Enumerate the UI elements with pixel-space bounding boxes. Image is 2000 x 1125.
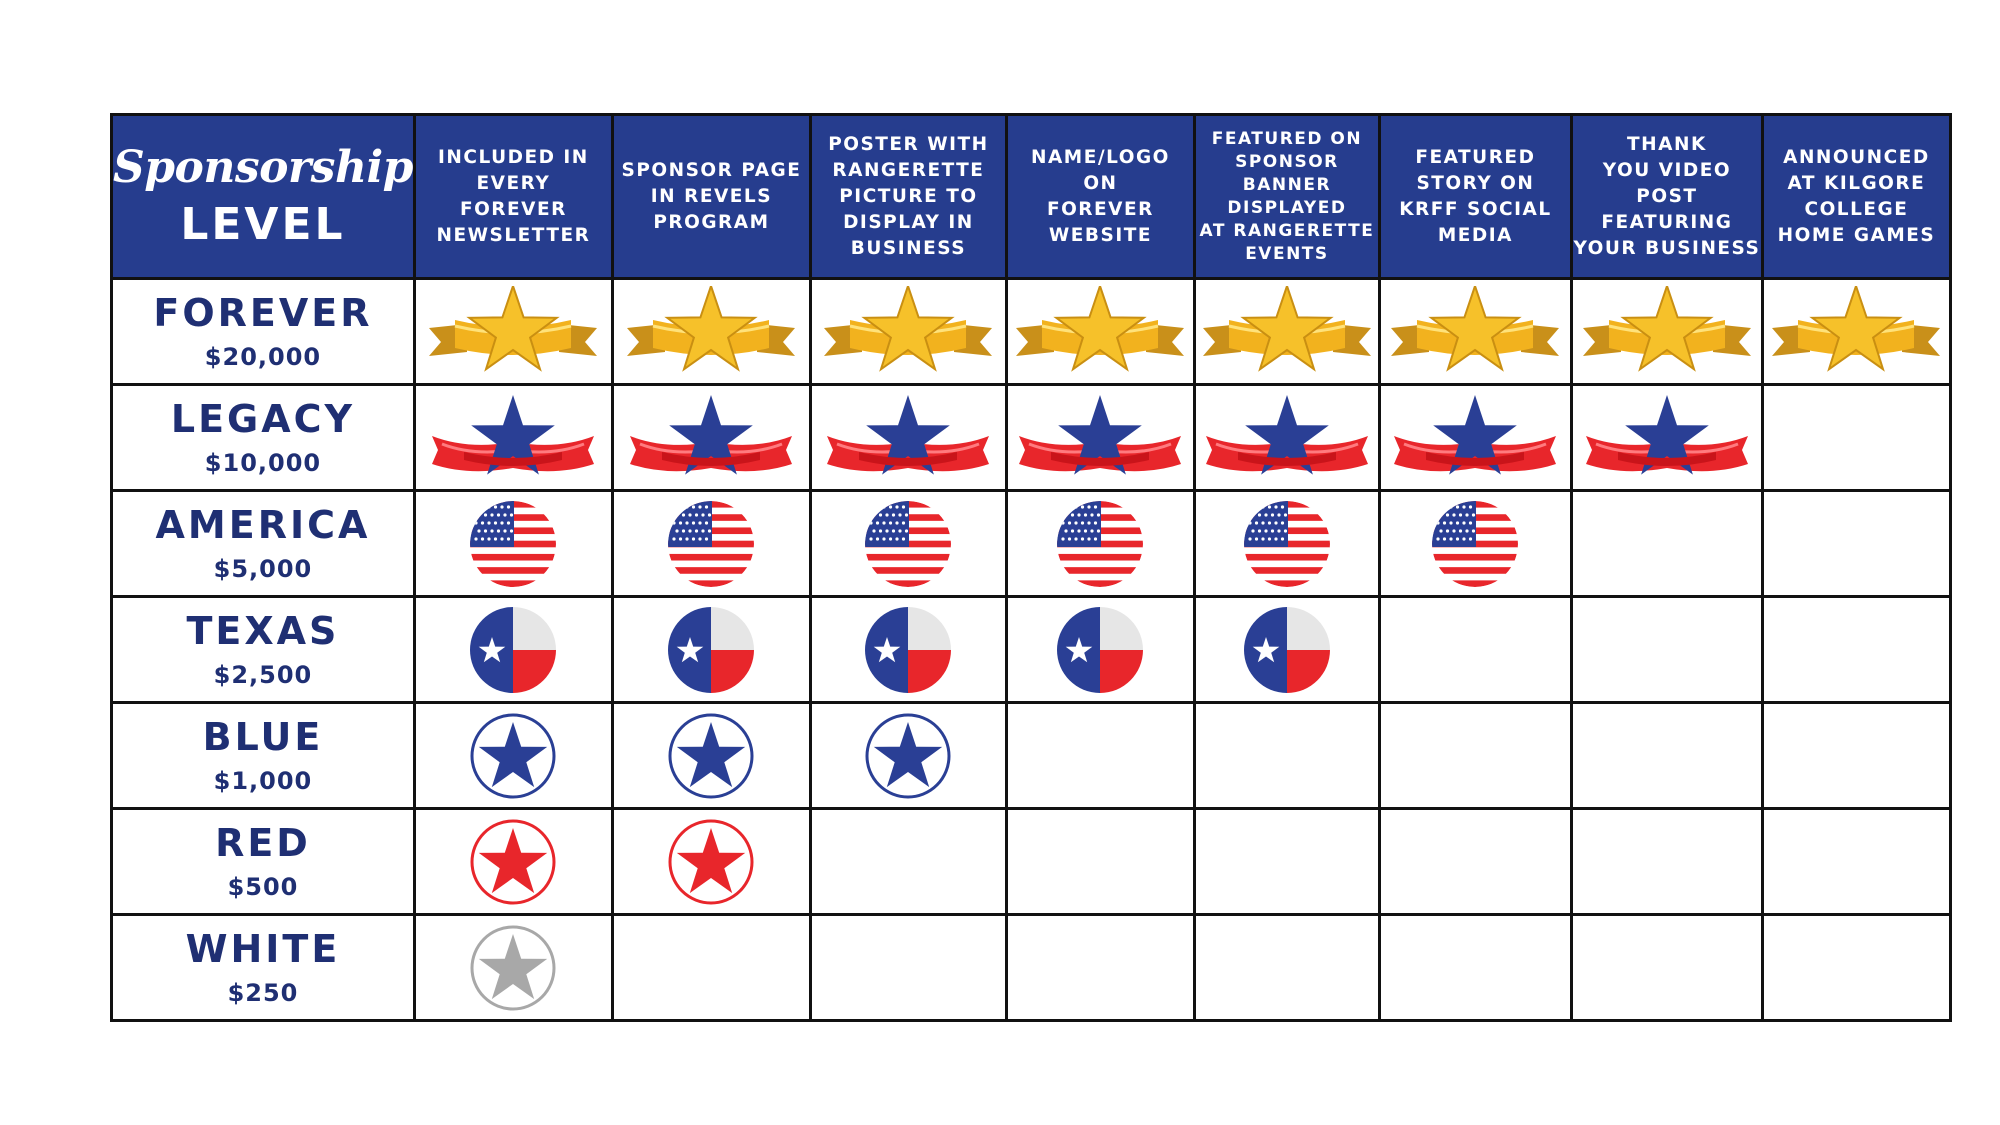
column-header-home-games <box>1762 115 1950 279</box>
header-line: ON <box>1083 172 1118 194</box>
us-flag-circle-icon <box>1008 501 1193 587</box>
level-price: $20,000 <box>204 342 322 371</box>
header-line: RANGERETTE <box>832 159 985 181</box>
header-line: HOME GAMES <box>1777 224 1936 246</box>
sponsorship-table <box>110 113 1952 1022</box>
header-line: COLLEGE <box>1804 198 1909 220</box>
gold-star-ribbon-icon <box>1573 286 1761 378</box>
header-line: FEATURED <box>1415 146 1536 168</box>
level-price: $250 <box>227 978 299 1007</box>
benefit-empty-cell <box>1379 915 1571 1021</box>
benefit-included-cell <box>414 597 612 703</box>
level-label-cell <box>112 915 415 1021</box>
sponsorship-script-title: Sponsorship <box>113 141 413 193</box>
benefit-empty-cell <box>1571 597 1762 703</box>
levels-body <box>112 279 1951 1021</box>
level-title: LEVEL <box>180 198 346 250</box>
benefit-empty-cell <box>1762 809 1950 915</box>
level-row-blue <box>112 703 1951 809</box>
level-row-white <box>112 915 1951 1021</box>
texas-flag-circle-icon <box>614 607 809 693</box>
header-line: FOREVER <box>459 198 567 220</box>
level-name: WHITE <box>185 926 341 971</box>
benefit-empty-cell <box>1571 809 1762 915</box>
blue-star-red-ribbon-icon <box>1573 392 1761 484</box>
benefit-empty-cell <box>1571 703 1762 809</box>
benefit-included-cell <box>414 915 612 1021</box>
benefit-included-cell <box>1194 597 1379 703</box>
column-header-newsletter <box>414 115 612 279</box>
benefit-empty-cell <box>1006 809 1194 915</box>
benefit-empty-cell <box>1762 385 1950 491</box>
header-line: FOREVER <box>1046 198 1154 220</box>
benefit-included-cell <box>1006 491 1194 597</box>
benefit-empty-cell <box>1194 915 1379 1021</box>
benefit-empty-cell <box>1379 809 1571 915</box>
level-name: LEGACY <box>170 396 356 441</box>
column-header-poster <box>810 115 1006 279</box>
header-line: AT KILGORE <box>1787 172 1926 194</box>
benefit-included-cell <box>612 385 810 491</box>
header-row <box>112 115 1951 279</box>
benefit-included-cell <box>810 491 1006 597</box>
benefit-included-cell <box>1006 597 1194 703</box>
header-line: INCLUDED IN <box>438 146 589 168</box>
column-header-revels-program <box>612 115 810 279</box>
level-row-legacy <box>112 385 1951 491</box>
header-line: EVERY <box>476 172 551 194</box>
level-row-texas <box>112 597 1951 703</box>
header-line: AT RANGERETTE <box>1199 220 1375 241</box>
benefit-included-cell <box>1194 491 1379 597</box>
benefit-included-cell <box>612 703 810 809</box>
level-name: AMERICA <box>155 502 371 547</box>
benefit-empty-cell <box>1006 703 1194 809</box>
column-header-website <box>1006 115 1194 279</box>
header-line: FEATURED ON <box>1211 128 1363 149</box>
benefit-included-cell <box>810 279 1006 385</box>
benefit-empty-cell <box>1194 703 1379 809</box>
benefit-included-cell <box>1762 279 1950 385</box>
header-line: YOU VIDEO <box>1602 159 1732 181</box>
us-flag-circle-icon <box>1381 501 1570 587</box>
blue-star-circle-icon <box>614 712 809 800</box>
level-price: $2,500 <box>213 660 313 689</box>
benefit-empty-cell <box>1006 915 1194 1021</box>
header-line: IN REVELS <box>650 185 773 207</box>
level-name: BLUE <box>202 714 324 759</box>
header-line: NEWSLETTER <box>436 224 591 246</box>
header-line: ANNOUNCED <box>1783 146 1930 168</box>
blue-star-circle-icon <box>416 712 611 800</box>
benefit-empty-cell <box>810 915 1006 1021</box>
benefit-empty-cell <box>1762 491 1950 597</box>
header-line: PROGRAM <box>653 211 770 233</box>
red-star-circle-icon <box>614 818 809 906</box>
texas-flag-circle-icon <box>1196 607 1378 693</box>
benefit-empty-cell <box>1379 597 1571 703</box>
benefit-empty-cell <box>1762 915 1950 1021</box>
us-flag-circle-icon <box>1196 501 1378 587</box>
benefit-empty-cell <box>810 809 1006 915</box>
blue-star-circle-icon <box>812 712 1005 800</box>
gold-star-ribbon-icon <box>812 286 1005 378</box>
red-star-circle-icon <box>416 818 611 906</box>
level-label-cell <box>112 279 415 385</box>
texas-flag-circle-icon <box>416 607 611 693</box>
header-line: MEDIA <box>1437 224 1513 246</box>
benefit-empty-cell <box>1762 703 1950 809</box>
level-name: FOREVER <box>153 290 373 335</box>
level-label-cell <box>112 385 415 491</box>
benefit-included-cell <box>612 491 810 597</box>
benefit-included-cell <box>414 279 612 385</box>
level-row-red <box>112 809 1951 915</box>
level-row-forever <box>112 279 1951 385</box>
benefit-included-cell <box>810 385 1006 491</box>
header-line: SPONSOR <box>1235 151 1339 172</box>
benefit-empty-cell <box>1379 703 1571 809</box>
level-name: RED <box>215 820 311 865</box>
header-line: NAME/LOGO <box>1030 146 1170 168</box>
header-line: POSTER WITH <box>828 133 989 155</box>
benefit-included-cell <box>810 703 1006 809</box>
benefit-included-cell <box>414 809 612 915</box>
gold-star-ribbon-icon <box>1196 286 1378 378</box>
gold-star-ribbon-icon <box>614 286 809 378</box>
level-label-cell <box>112 703 415 809</box>
benefit-empty-cell <box>1571 491 1762 597</box>
header-line: BANNER <box>1242 174 1332 195</box>
gray-star-circle-icon <box>416 924 611 1012</box>
blue-star-red-ribbon-icon <box>1381 392 1570 484</box>
benefit-included-cell <box>1194 279 1379 385</box>
us-flag-circle-icon <box>416 501 611 587</box>
header-line: FEATURING <box>1601 211 1733 233</box>
benefit-included-cell <box>810 597 1006 703</box>
benefit-empty-cell <box>1194 809 1379 915</box>
blue-star-red-ribbon-icon <box>1196 392 1378 484</box>
level-price: $500 <box>227 872 299 901</box>
header-line: WEBSITE <box>1048 224 1152 246</box>
level-price: $10,000 <box>204 448 322 477</box>
blue-star-red-ribbon-icon <box>614 392 809 484</box>
header-line: BUSINESS <box>850 237 967 259</box>
texas-flag-circle-icon <box>1008 607 1193 693</box>
level-label-cell <box>112 491 415 597</box>
level-label-cell <box>112 809 415 915</box>
benefit-included-cell <box>1571 385 1762 491</box>
header-line: KRFF SOCIAL <box>1399 198 1552 220</box>
benefit-included-cell <box>1379 279 1571 385</box>
benefit-included-cell <box>1006 279 1194 385</box>
gold-star-ribbon-icon <box>1764 286 1949 378</box>
benefit-included-cell <box>612 279 810 385</box>
blue-star-red-ribbon-icon <box>416 392 611 484</box>
blue-star-red-ribbon-icon <box>812 392 1005 484</box>
benefit-included-cell <box>414 385 612 491</box>
benefit-included-cell <box>1194 385 1379 491</box>
blue-star-red-ribbon-icon <box>1008 392 1193 484</box>
corner-header <box>112 115 415 279</box>
header-line: THANK <box>1627 133 1707 155</box>
benefit-empty-cell <box>1762 597 1950 703</box>
benefit-included-cell <box>612 809 810 915</box>
level-label-cell <box>112 597 415 703</box>
benefit-included-cell <box>612 597 810 703</box>
header-line: SPONSOR PAGE <box>621 159 802 181</box>
level-price: $1,000 <box>213 766 313 795</box>
header-line: YOUR BUSINESS <box>1573 237 1761 259</box>
column-header-sponsor-banner <box>1194 115 1379 279</box>
us-flag-circle-icon <box>614 501 809 587</box>
texas-flag-circle-icon <box>812 607 1005 693</box>
benefit-included-cell <box>414 703 612 809</box>
header-line: DISPLAY IN <box>843 211 974 233</box>
gold-star-ribbon-icon <box>1381 286 1570 378</box>
gold-star-ribbon-icon <box>416 286 611 378</box>
benefit-included-cell <box>1379 385 1571 491</box>
benefit-included-cell <box>1571 279 1762 385</box>
level-price: $5,000 <box>213 554 313 583</box>
header-line: STORY ON <box>1416 172 1535 194</box>
gold-star-ribbon-icon <box>1008 286 1193 378</box>
level-name: TEXAS <box>186 608 340 653</box>
header-line: EVENTS <box>1245 243 1329 264</box>
benefit-empty-cell <box>612 915 810 1021</box>
header-line: POST <box>1636 185 1698 207</box>
benefit-empty-cell <box>1571 915 1762 1021</box>
header-line: PICTURE TO <box>839 185 978 207</box>
us-flag-circle-icon <box>812 501 1005 587</box>
column-header-thank-you-video <box>1571 115 1762 279</box>
benefit-included-cell <box>1006 385 1194 491</box>
column-header-social-media <box>1379 115 1571 279</box>
level-row-america <box>112 491 1951 597</box>
header-line: DISPLAYED <box>1227 197 1347 218</box>
benefit-included-cell <box>1379 491 1571 597</box>
benefit-included-cell <box>414 491 612 597</box>
